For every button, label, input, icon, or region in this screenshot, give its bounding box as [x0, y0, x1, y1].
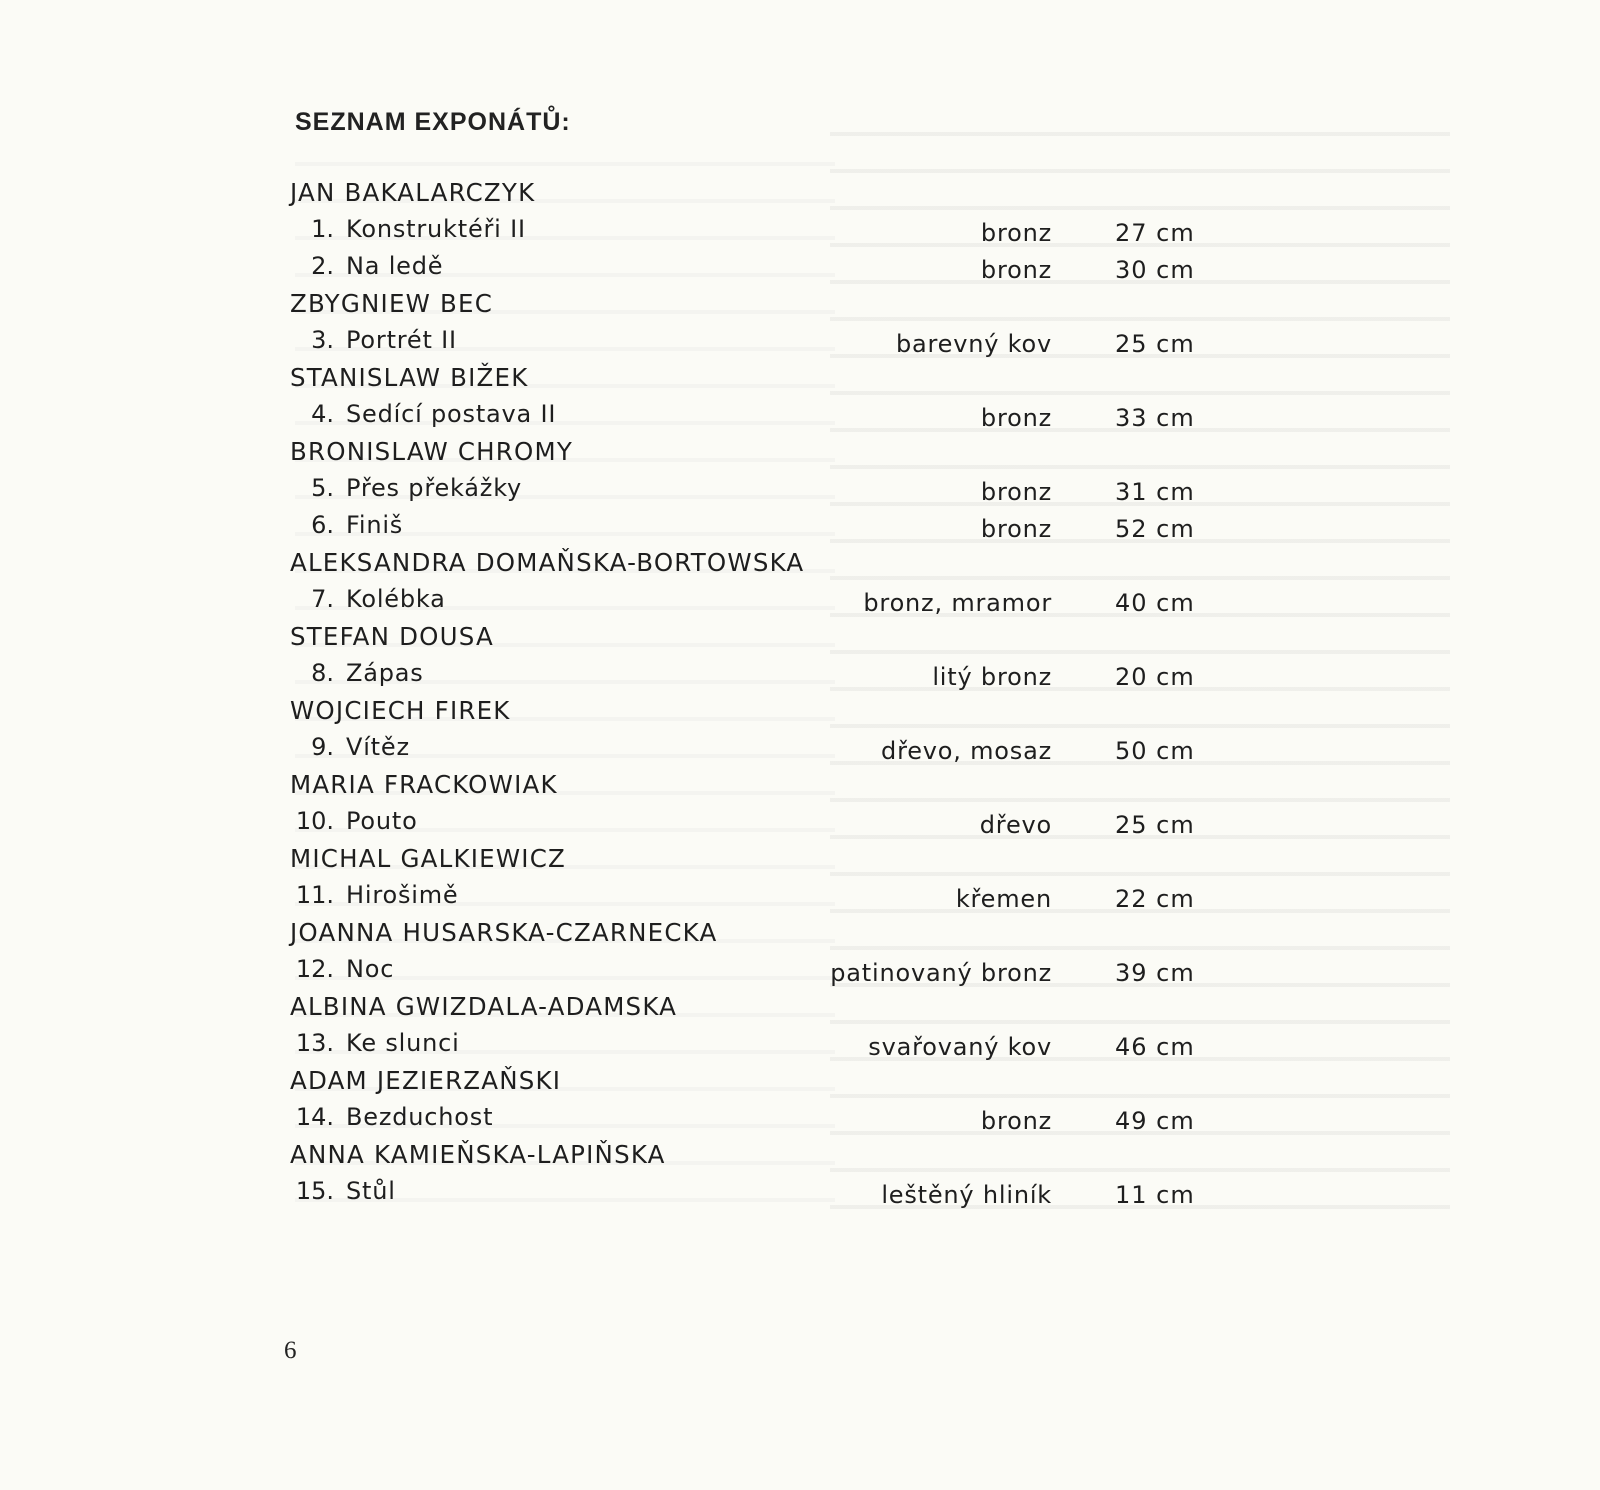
exhibit-title: Ke slunci — [346, 1029, 460, 1057]
exhibit-row — [290, 1025, 1230, 1062]
exhibit-row — [290, 951, 1230, 988]
exhibit-size: 25 cm — [1115, 330, 1195, 358]
exhibit-material: bronz — [980, 1107, 1052, 1135]
exhibit-material: bronz — [980, 256, 1052, 284]
artist-name: ZBYGNIEW BEC — [290, 289, 494, 318]
artist-name: ADAM JEZIERZAŇSKI — [290, 1066, 562, 1095]
exhibit-row — [290, 877, 1230, 914]
exhibit-row — [290, 248, 1230, 285]
artist-name: MARIA FRACKOWIAK — [290, 770, 558, 799]
exhibit-material: dřevo, mosaz — [881, 737, 1052, 765]
exhibit-list — [290, 174, 1230, 1210]
exhibit-material: bronz — [980, 515, 1052, 543]
exhibit-row — [290, 322, 1230, 359]
exhibit-row — [290, 507, 1230, 544]
exhibit-row — [290, 729, 1230, 766]
exhibit-size: 25 cm — [1115, 811, 1195, 839]
exhibit-size: 46 cm — [1115, 1033, 1195, 1061]
exhibit-number: 9. — [311, 733, 334, 761]
exhibit-material: bronz — [980, 219, 1052, 247]
exhibit-size: 33 cm — [1115, 404, 1195, 432]
exhibit-number: 4. — [311, 400, 334, 428]
artist-name: JOANNA HUSARSKA-CZARNECKA — [290, 918, 718, 947]
exhibit-material: patinovaný bronz — [830, 959, 1052, 987]
artist-name: STANISLAW BIŽEK — [290, 363, 529, 392]
exhibit-size: 49 cm — [1115, 1107, 1195, 1135]
exhibit-title: Konstruktéři II — [346, 215, 526, 243]
exhibit-number: 2. — [311, 252, 334, 280]
exhibit-material: bronz — [980, 478, 1052, 506]
exhibit-size: 39 cm — [1115, 959, 1195, 987]
exhibit-number: 5. — [311, 474, 334, 502]
artist-name: BRONISLAW CHROMY — [290, 437, 574, 466]
exhibit-size: 22 cm — [1115, 885, 1195, 913]
exhibit-size: 11 cm — [1115, 1181, 1195, 1209]
exhibit-number: 10. — [295, 807, 334, 835]
exhibit-size: 31 cm — [1115, 478, 1195, 506]
exhibit-material: křemen — [955, 885, 1052, 913]
exhibit-title: Kolébka — [346, 585, 446, 613]
exhibit-number: 15. — [295, 1177, 334, 1205]
exhibit-title: Finiš — [346, 511, 404, 539]
exhibit-size: 30 cm — [1115, 256, 1195, 284]
exhibit-number: 1. — [311, 215, 334, 243]
exhibit-size: 50 cm — [1115, 737, 1195, 765]
exhibit-material: svařovaný kov — [868, 1033, 1052, 1061]
exhibit-number: 3. — [311, 326, 334, 354]
exhibit-material: dřevo — [979, 811, 1052, 839]
exhibit-material: leštěný hliník — [881, 1181, 1052, 1209]
exhibit-title: Sedící postava II — [346, 400, 557, 428]
exhibit-title: Hirošimě — [346, 881, 459, 909]
exhibit-number: 13. — [295, 1029, 334, 1057]
page-number: 6 — [284, 1337, 297, 1364]
exhibit-title: Portrét II — [346, 326, 457, 354]
artist-name: JAN BAKALARCZYK — [290, 178, 536, 207]
artist-name: ANNA KAMIEŇSKA-LAPIŇSKA — [290, 1140, 666, 1169]
exhibit-material: bronz, mramor — [863, 589, 1052, 617]
exhibit-title: Na ledě — [346, 252, 444, 280]
exhibit-title: Stůl — [346, 1177, 396, 1205]
artist-name: ALBINA GWIZDALA-ADAMSKA — [290, 992, 678, 1021]
exhibit-number: 8. — [311, 659, 334, 687]
exhibit-row — [290, 655, 1230, 692]
artist-name: WOJCIECH FIREK — [290, 696, 511, 725]
exhibit-material: bronz — [980, 404, 1052, 432]
exhibit-number: 12. — [295, 955, 334, 983]
exhibit-row — [290, 211, 1230, 248]
exhibit-size: 27 cm — [1115, 219, 1195, 247]
exhibit-title: Bezduchost — [346, 1103, 494, 1131]
exhibit-row — [290, 1099, 1230, 1136]
exhibit-title: Vítěz — [346, 733, 410, 761]
exhibit-number: 7. — [311, 585, 334, 613]
exhibit-material: barevný kov — [895, 330, 1052, 358]
artist-name: STEFAN DOUSA — [290, 622, 494, 651]
exhibit-size: 40 cm — [1115, 589, 1195, 617]
artist-name: ALEKSANDRA DOMAŇSKA-BORTOWSKA — [290, 548, 805, 577]
exhibit-title: Přes překážky — [346, 474, 523, 502]
exhibit-number: 6. — [311, 511, 334, 539]
exhibit-row — [290, 470, 1230, 507]
exhibit-title: Noc — [346, 955, 395, 983]
exhibit-row — [290, 1173, 1230, 1210]
exhibit-row — [290, 396, 1230, 433]
exhibit-row — [290, 803, 1230, 840]
exhibit-title: Zápas — [346, 659, 424, 687]
exhibit-size: 20 cm — [1115, 663, 1195, 691]
exhibit-size: 52 cm — [1115, 515, 1195, 543]
exhibit-number: 14. — [295, 1103, 334, 1131]
artist-name: MICHAL GALKIEWICZ — [290, 844, 566, 873]
page-heading: SEZNAM EXPONÁTŮ: — [295, 108, 571, 136]
exhibit-number: 11. — [295, 881, 334, 909]
exhibit-material: litý bronz — [932, 663, 1052, 691]
exhibit-title: Pouto — [346, 807, 418, 835]
exhibit-row — [290, 581, 1230, 618]
